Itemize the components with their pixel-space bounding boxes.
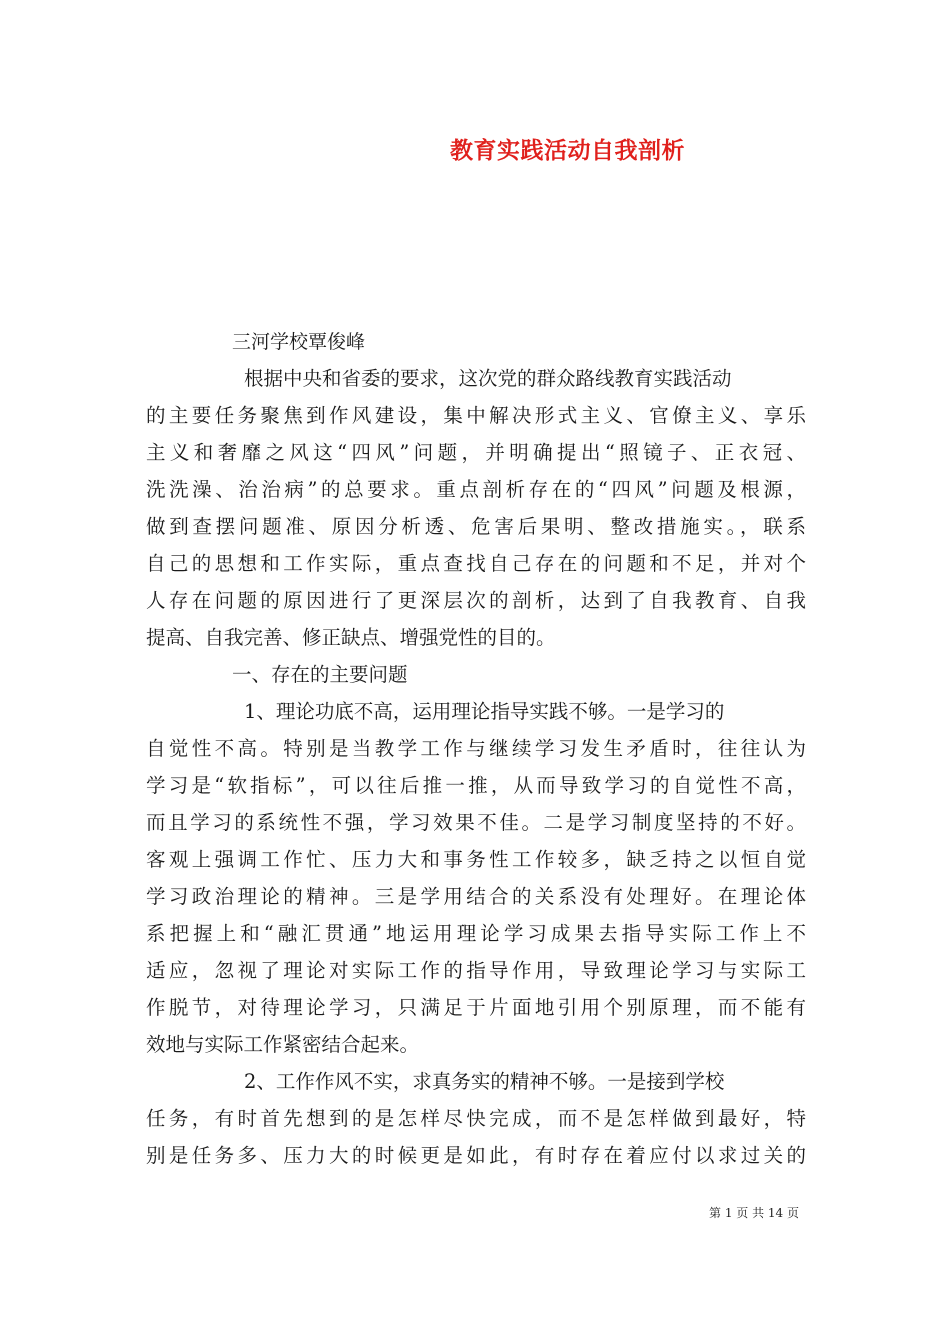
paragraph-1-line: 的主要任务聚焦到作风建设，集中解决形式主义、官僚主义、享乐 bbox=[146, 404, 806, 427]
paragraph-1-line: 提高、自我完善、修正缺点、增强党性的目的。 bbox=[146, 626, 556, 649]
paragraph-1-line: 做到查摆问题准、原因分析透、危害后果明、整改措施实。，联系 bbox=[146, 515, 806, 538]
paragraph-1-line: 根据中央和省委的要求，这次党的群众路线教育实践活动 bbox=[244, 367, 732, 390]
paragraph-2-line: 客观上强调工作忙、压力大和事务性工作较多，缺乏持之以恒自觉 bbox=[146, 848, 806, 871]
paragraph-2-line: 效地与实际工作紧密结合起来。 bbox=[146, 1033, 420, 1056]
section-heading: 一、存在的主要问题 bbox=[232, 663, 408, 686]
paragraph-2-line: 作脱节，对待理论学习，只满足于片面地引用个别原理，而不能有 bbox=[146, 996, 806, 1019]
paragraph-2-line: 系把握上和“融汇贯通”地运用理论学习成果去指导实际工作上不 bbox=[146, 922, 806, 945]
paragraph-3-line: 2、工作作风不实，求真务实的精神不够。一是接到学校 bbox=[244, 1070, 725, 1093]
paragraph-1-line: 自己的思想和工作实际，重点查找自己存在的问题和不足，并对个 bbox=[146, 552, 806, 575]
paragraph-1-line: 主义和奢靡之风这“四风”问题，并明确提出“照镜子、正衣冠、 bbox=[146, 441, 806, 464]
paragraph-3-line: 任务，有时首先想到的是怎样尽快完成，而不是怎样做到最好，特 bbox=[146, 1107, 806, 1130]
paragraph-2-line: 学习政治理论的精神。三是学用结合的关系没有处理好。在理论体 bbox=[146, 885, 806, 908]
page-number-footer: 第 1 页 共 14 页 bbox=[709, 1206, 799, 1220]
paragraph-2-line: 适应，忽视了理论对实际工作的指导作用，导致理论学习与实际工 bbox=[146, 959, 806, 982]
paragraph-1-line: 人存在问题的原因进行了更深层次的剖析，达到了自我教育、自我 bbox=[146, 589, 806, 612]
author-line: 三河学校覃俊峰 bbox=[232, 331, 366, 353]
paragraph-1-line: 洗洗澡、治治病”的总要求。重点剖析存在的“四风”问题及根源， bbox=[146, 478, 806, 501]
paragraph-2-line: 自觉性不高。特别是当教学工作与继续学习发生矛盾时，往往认为 bbox=[146, 737, 806, 760]
paragraph-2-line: 而且学习的系统性不强，学习效果不佳。二是学习制度坚持的不好。 bbox=[146, 811, 806, 834]
paragraph-3-line: 别是任务多、压力大的时候更是如此，有时存在着应付以求过关的 bbox=[146, 1144, 806, 1167]
document-title: 教育实践活动自我剖析 bbox=[450, 137, 685, 164]
paragraph-2-line: 学习是“软指标”，可以往后推一推，从而导致学习的自觉性不高， bbox=[146, 774, 806, 797]
paragraph-2-line: 1、理论功底不高，运用理论指导实践不够。一是学习的 bbox=[244, 700, 725, 723]
